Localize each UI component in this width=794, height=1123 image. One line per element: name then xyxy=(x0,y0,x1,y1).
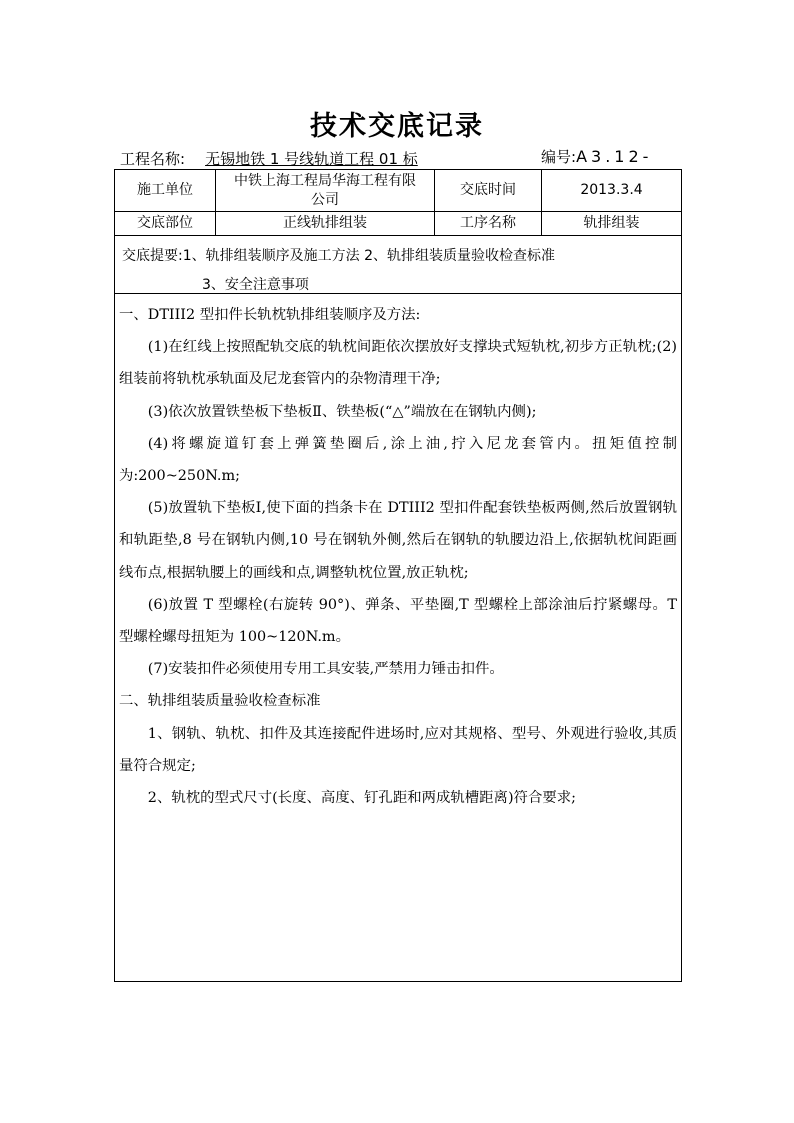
row-divider xyxy=(115,235,681,236)
unit-label: 施工单位 xyxy=(137,182,193,198)
summary-line-2: 3、安全注意事项 xyxy=(202,277,309,293)
row-divider xyxy=(115,293,681,294)
process-value: 轨排组装 xyxy=(583,215,640,231)
part-label: 交底部位 xyxy=(137,215,193,231)
time-label: 交底时间 xyxy=(460,182,516,198)
project-name: 无锡地铁 1 号线轨道工程 01 标 xyxy=(205,150,418,168)
item-1: 1、钢轨、轨枕、扣件及其连接配件进场时,应对其规格、型号、外观进行验收,其质量符合规定; xyxy=(119,725,677,774)
project-label: 工程名称: xyxy=(120,150,186,168)
step-3: (3)依次放置铁垫板下垫板Ⅱ、铁垫板(“△”端放在在钢轨内侧); xyxy=(147,403,537,420)
code-value: A3.12- xyxy=(576,147,653,166)
disclosure-content xyxy=(119,299,677,814)
item-2: 2、轨枕的型式尺寸(长度、高度、钉孔距和两成轨槽距离)符合要求; xyxy=(147,790,576,807)
section-1-heading: 一、DTIII2 型扣件长轨枕轨排组装顺序及方法: xyxy=(119,307,421,323)
process-label: 工序名称 xyxy=(460,215,516,231)
time-value: 2013.3.4 xyxy=(580,182,643,198)
document-title: 技术交底记录 xyxy=(310,111,484,142)
code-label: 编号: xyxy=(541,148,577,166)
section-2-heading: 二、轨排组装质量验收检查标准 xyxy=(119,693,321,710)
step-1: (1)在红线上按照配轨交底的轨枕间距依次摆放好支撑块式短轨枕,初步方正轨枕;(2)组装前将轨枕承轨面及尼龙套管内的杂物清理干净; xyxy=(119,339,677,388)
code-line xyxy=(541,146,652,167)
step-4: (4)将螺旋道钉套上弹簧垫圈后,涂上油,拧入尼龙套管内。扭矩值控制为:200~250N.m; xyxy=(119,435,677,485)
step-7: (7)安装扣件必须使用专用工具安装,严禁用力锤击扣件。 xyxy=(147,661,504,678)
step-5: (5)放置轨下垫板Ⅰ,使下面的挡条卡在 DTIII2 型扣件配套铁垫板两侧,然后放置钢轨和轨距垫,8 号在钢轨内侧,10 号在钢轨外侧,然后在钢轨的轨腰边沿上,依据轨枕间距画线布点,根据轨腰上的画线和点,调整轨枕位置,放正轨枕; xyxy=(119,500,677,581)
summary-line-1: 交底提要:1、轨排组装顺序及施工方法 2、轨排组装质量验收检查标准 xyxy=(122,248,555,264)
project-line xyxy=(120,148,424,169)
step-6: (6)放置 T 型螺栓(右旋转 90°)、弹条、平垫圈,T 型螺栓上部涂油后拧紧螺母。T 型螺栓螺母扭矩为 100~120N.m。 xyxy=(119,596,677,646)
record-table xyxy=(114,169,682,982)
unit-value: 中铁上海工程局华海工程有限公司 xyxy=(234,172,416,208)
part-value: 正线轨排组装 xyxy=(283,215,367,231)
